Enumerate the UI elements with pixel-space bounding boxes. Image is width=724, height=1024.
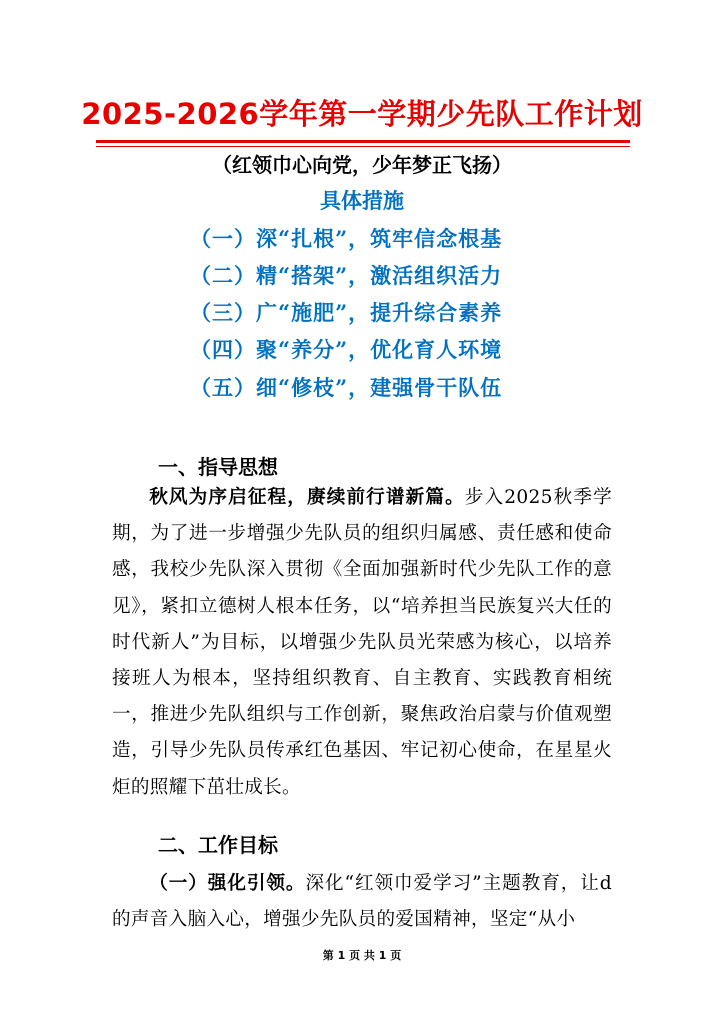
measure-item-5: （五）细“修枝”，建强骨干队伍: [190, 375, 503, 400]
document-title: 2025-2026学年第一学期少先队工作计划: [81, 97, 643, 131]
measure-item-2: （二）精“搭架”，激活组织活力: [190, 263, 503, 288]
paragraph-work-goals: [112, 866, 612, 938]
page-footer: 第 1 页 共 1 页: [322, 949, 402, 962]
measure-item-3: （三）广“施肥”，提升综合素养: [190, 300, 503, 325]
measures-heading: 具体措施: [320, 188, 404, 213]
document-subtitle: （红领巾心向党，少年梦正飞扬）: [212, 153, 512, 177]
paragraph-body: 深化“红领巾爱学习”主题教育，让d的声音入脑入心，增强少先队员的爱国精神，坚定“从小: [112, 873, 612, 931]
measure-item-1: （一）深“扎根”，筑牢信念根基: [190, 226, 503, 251]
paragraph-guiding-ideology: [112, 480, 612, 806]
paragraph-lead: （一）强化引领。: [149, 873, 306, 894]
paragraph-lead: 秋风为序启征程，赓续前行谱新篇。: [149, 487, 465, 508]
section-heading-guiding-ideology: 一、指导思想: [158, 455, 278, 479]
title-underline-thin: [96, 146, 630, 147]
measure-item-4: （四）聚“养分”，优化育人环境: [190, 337, 503, 362]
title-underline-thick: [96, 140, 630, 143]
paragraph-body: 步入2025秋季学期，为了进一步增强少先队员的组织归属感、责任感和使命感，我校少先队深入贯彻《全面加强新时代少先队工作的意见》，紧扣立德树人根本任务，以“培养担当民族复兴大任的时代新人”为目标，以增强少先队员光荣感为核心，以培养接班人为根本，坚持组织教育、自主教育、实践教育相统一，推进少先队组织与工作创新，聚焦政治启蒙与价值观塑造，引导少先队员传承红色基因、牢记初心使命，在星星火炬的照耀下茁壮成长。: [112, 487, 612, 798]
section-heading-work-goals: 二、工作目标: [158, 833, 278, 857]
